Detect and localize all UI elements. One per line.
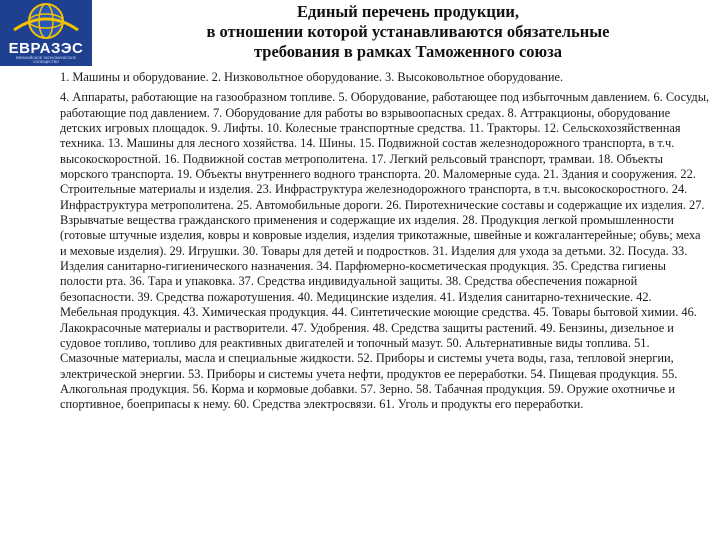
globe-emblem-icon (0, 0, 92, 44)
product-list-paragraph-1: 1. Машины и оборудование. 2. Низковольтное оборудование. 3. Высоковольтное оборудование. (60, 70, 564, 84)
eurasec-logo (0, 0, 92, 66)
product-list-paragraph-2: 4. Аппараты, работающие на газообразном топливе. 5. Оборудование, работающее под избыточным давлением. 6. Сосуды, работающие под давлением. 7. Оборудование для работы во взрывоопасных средах. 8. Аттракционы, оборудование детских игровых площадок. 9. Лифты. 10. Колесные транспортные средства. 11. Тракторы. 12. Сельскохозяйственная техника. 13. Машины для лесного хозяйства. 14. Шины. 15. Подвижной состав железнодорожного транспорта, в т.ч. высокоскоростной. 16. Подвижной состав метрополитена. 17. Легкий рельсовый транспорт, трамваи. 18. Объекты морского транспорта. 19. Объекты внутреннего водного транспорта. 20. Маломерные суда. 21. Здания и сооружения. 22. Строительные материалы и изделия. 23. Инфраструктура железнодорожного транспорта, в т.ч. высокоскоростного. 24. Инфраструктура метрополитена. 25. Автомобильные дороги. 26. Пиротехнические составы и содержащие их изделия. 27. Взрывчатые вещества гражданского применения и содержащие их изделия. 28. Продукция легкой промышленности (готовые штучные изделия, ковры и ковровые изделия, изделия трикотажные, швейные и кожгалантерейные; обувь; меха и меховые изделия). 29. Игрушки. 30. Товары для детей и подростков. 31. Изделия для ухода за детьми. 32. Посуда. 33. Изделия санитарно-гигиенического назначения. 34. Парфюмерно-косметическая продукция. 35. Средства гигиены полости рта. 36. Тара и упаковка. 37. Средства индивидуальной защиты. 38. Средства обеспечения пожарной безопасности. 39. Средства пожаротушения. 40. Медицинские изделия. 41. Изделия санитарно-технические. 42. Мебельная продукция. 43. Химическая продукция. 44. Синтетические моющие средства. 45. Товары бытовой химии. 46. Лакокрасочные материалы и растворители. 47. Удобрения. 48. Средства защиты растений. 49. Бензины, дизельное и судовое топливо, топливо для реактивных двигателей и топочный мазут. 50. Альтернативные виды топлива. 51. Смазочные материалы, масла и специальные жидкости. 52. Приборы и системы учета воды, газа, тепловой энергии, электрической энергии. 53. Приборы и системы учета нефти, продуктов ее переработки. 54. Пищевая продукция. 55. Алкогольная продукция. 56. Корма и кормовые добавки. 57. Зерно. 58. Табачная продукция. 59. Оружие охотничье и спортивное, боеприпасы к нему. 60. Средства электросвязи. 61. Уголь и продукты его переработки. (60, 90, 710, 412)
product-list (60, 70, 710, 413)
title-line-3: требования в рамках Таможенного союза (253, 42, 563, 61)
page-title (96, 2, 720, 62)
logo-wordmark: ЕВРАЗЭС (8, 40, 84, 57)
title-line-2: в отношении которой устанавливаются обязательные (206, 22, 610, 41)
logo-subtitle: ЕВРАЗИЙСКОЕ ЭКОНОМИЧЕСКОЕ СООБЩЕСТВО (15, 56, 77, 64)
title-line-1: Единый перечень продукции, (297, 2, 519, 21)
